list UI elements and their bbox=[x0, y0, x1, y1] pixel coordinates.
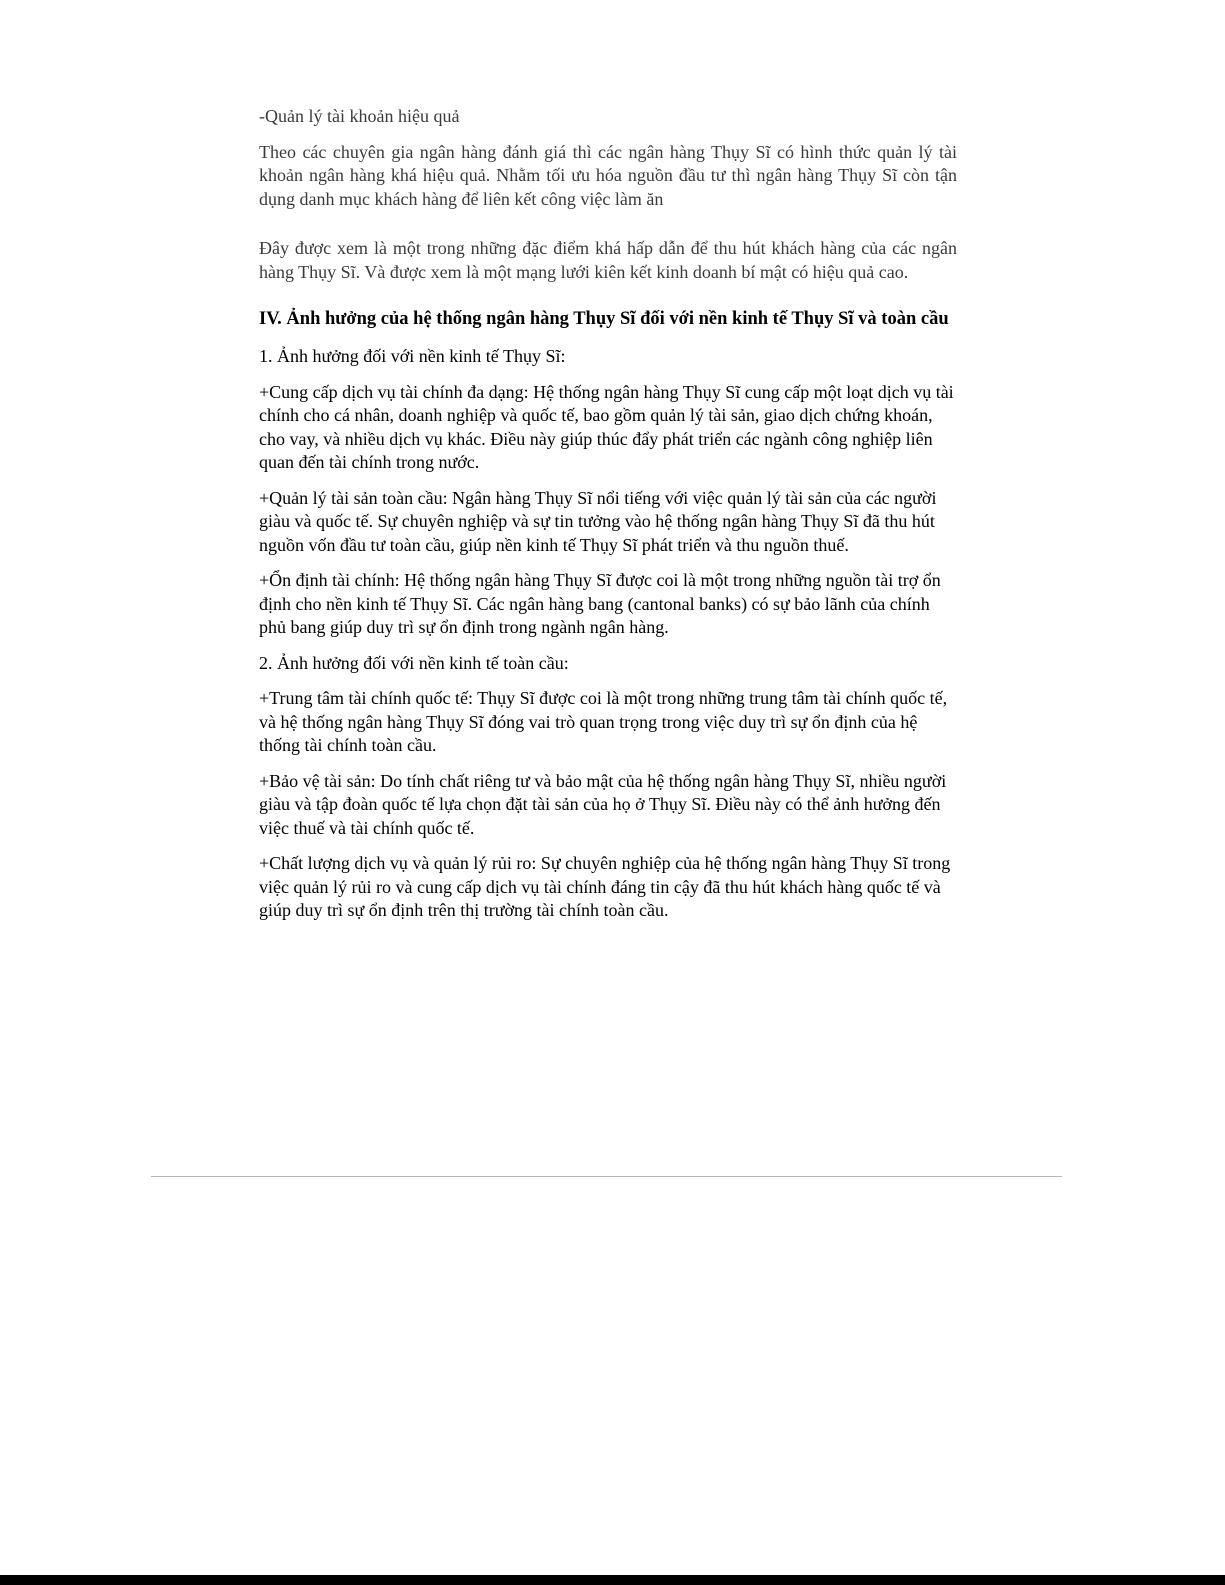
list-item: +Cung cấp dịch vụ tài chính đa dạng: Hệ thống ngân hàng Thụy Sĩ cung cấp một loạt dịch vụ tài chính cho cá nhân, doanh nghiệp và quốc tế, bao gồm quản lý tài sản, giao dịch chứng khoán, cho vay, và nhiều dịch vụ khác. Điều này giúp thúc đẩy phát triển các ngành công nghiệp liên quan đến tài chính trong nước. bbox=[259, 381, 954, 472]
subsection-title: 1. Ảnh hưởng đối với nền kinh tế Thụy Sĩ: bbox=[259, 346, 566, 366]
list-item: +Ổn định tài chính: Hệ thống ngân hàng Thụy Sĩ được coi là một trong những nguồn tài trợ ổn định cho nền kinh tế Thụy Sĩ. Các ngân hàng bang (cantonal banks) có sự bảo lãnh của chính phủ bang giúp duy trì sự ổn định trong ngành ngân hàng. bbox=[259, 570, 941, 637]
list-item: +Chất lượng dịch vụ và quản lý rủi ro: Sự chuyên nghiệp của hệ thống ngân hàng Thụy Sĩ trong việc quản lý rủi ro và cung cấp dịch vụ tài chính đáng tin cậy đã thu hút khách hàng quốc tế và giúp duy trì sự ổn định trên thị trường tài chính toàn cầu. bbox=[259, 853, 951, 920]
list-item: +Trung tâm tài chính quốc tế: Thụy Sĩ được coi là một trong những trung tâm tài chính quốc tế, và hệ thống ngân hàng Thụy Sĩ đóng vai trò quan trọng trong việc duy trì sự ổn định của hệ thống tài chính toàn cầu. bbox=[259, 688, 948, 755]
subsection-title: -Quản lý tài khoản hiệu quả bbox=[259, 106, 460, 126]
list-item: +Bảo vệ tài sản: Do tính chất riêng tư và bảo mật của hệ thống ngân hàng Thụy Sĩ, nhiều người giàu và tập đoàn quốc tế lựa chọn đặt tài sản của họ ở Thụy Sĩ. Điều này có thể ảnh hưởng đến việc thuế và tài chính quốc tế. bbox=[259, 770, 947, 838]
page-divider bbox=[151, 1176, 1062, 1177]
page-bottom-edge bbox=[0, 1575, 1225, 1585]
paragraph: Theo các chuyên gia ngân hàng đánh giá thì các ngân hàng Thụy Sĩ có hình thức quản lý tài khoản ngân hàng khá hiệu quả. Nhằm tối ưu hóa nguồn đầu tư thì ngân hàng Thụy Sĩ còn tận dụng danh mục khách hàng để liên kết công việc làm ăn bbox=[259, 141, 957, 209]
section-heading: IV. Ảnh hưởng của hệ thống ngân hàng Thụy Sĩ đối với nền kinh tế Thụy Sĩ và toàn cầu bbox=[259, 309, 949, 329]
subsection-title: 2. Ảnh hưởng đối với nền kinh tế toàn cầu: bbox=[259, 652, 569, 673]
page-content bbox=[259, 105, 957, 935]
paragraph: Đây được xem là một trong những đặc điểm khá hấp dẫn để thu hút khách hàng của các ngân hàng Thụy Sĩ. Và được xem là một mạng lưới kiên kết kinh doanh bí mật có hiệu quả cao. bbox=[259, 238, 957, 282]
list-item: +Quản lý tài sản toàn cầu: Ngân hàng Thụy Sĩ nổi tiếng với việc quản lý tài sản của các người giàu và quốc tế. Sự chuyên nghiệp và sự tin tưởng vào hệ thống ngân hàng Thụy Sĩ đã thu hút nguồn vốn đầu tư toàn cầu, giúp nền kinh tế Thụy Sĩ phát triển và thu nguồn thuế. bbox=[259, 487, 937, 555]
